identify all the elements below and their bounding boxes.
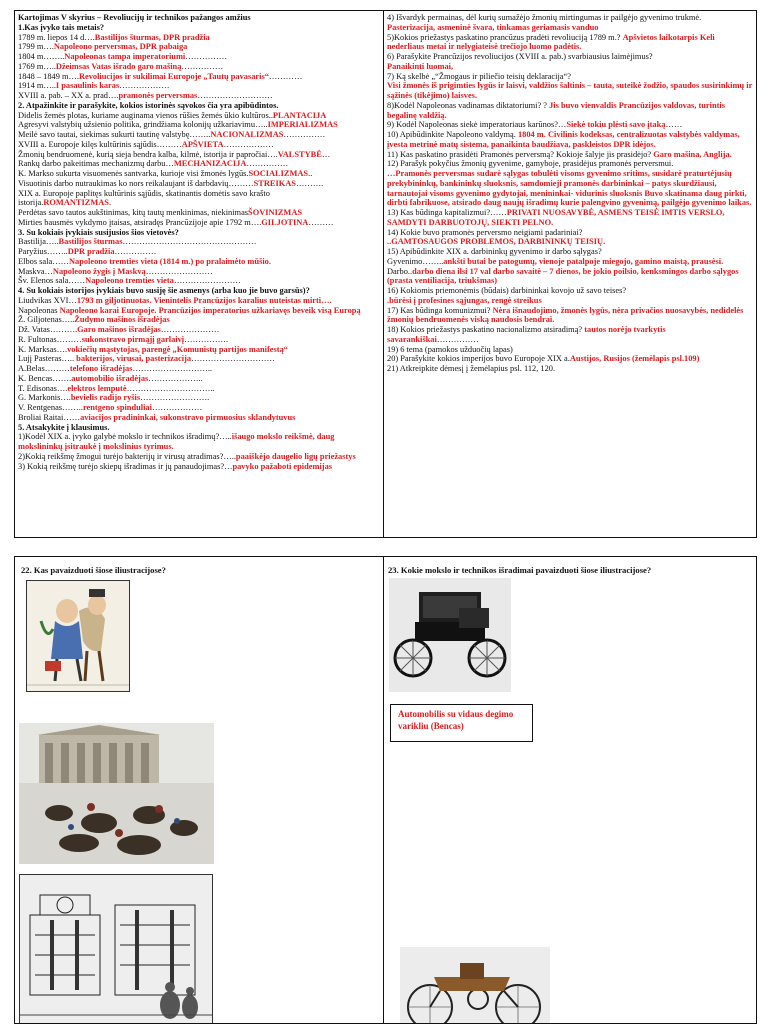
text-line <box>387 325 753 345</box>
bottom-left-panel <box>14 556 384 1024</box>
answer-text: Siekė tokiu plėsti savo įtaką <box>566 120 666 130</box>
line-text: 1799 m…. <box>18 42 54 52</box>
line-text: 4) Išvardyk permainas, dėl kurių sumažėjo žmonių mirtingumas ir pailgėjo gyvenimo trukmė. <box>387 13 702 22</box>
line-text: G. Markonis…. <box>18 393 71 403</box>
text-line <box>387 150 753 160</box>
answer-text: Napoleono žygis į Maskvą <box>52 266 146 276</box>
line-text: 4. Su kokiais istorijos įvykiais buvo susiję šie asmenys (arba kuo jie buvo garsūs)? <box>18 286 310 295</box>
dots-filler: ………. <box>295 178 324 188</box>
answer-text: aviacijos pradininkai, sukonstravo pirmuosius sklandytuvus <box>80 412 296 422</box>
dots-filler: ……………………. <box>140 393 210 403</box>
caricature-illustration <box>26 580 130 692</box>
text-line <box>18 13 380 23</box>
answer-text: ROMANTIZMAS <box>43 198 109 208</box>
text-line <box>18 23 380 33</box>
line-text: Žmonių bendruomenė, kurią sieja bendra kalba, kilmė, istorija ir papročiai…. <box>18 149 278 159</box>
answer-block: Visi žmonės iš prigimties lygūs ir laisvi, valdžios šaltinis – tauta, suteikė žodžio, spaudos susirinkimų ir sąžinės (tikėjimo) laisves. <box>387 81 753 100</box>
line-text: 2)Kokią reikšmę žmogui turėjo bakterijų ir virusų atradimas?….. <box>18 451 236 461</box>
line-text: Paryžius…….. <box>18 247 68 256</box>
answer-text: Napoleono karai Europoje. Prancūzijos imperatorius užkariavęs beveik visą Europą <box>59 305 361 315</box>
line-text: XVIII a. pab. – XX a. prad…. <box>18 91 119 100</box>
text-line <box>18 257 380 267</box>
text-line <box>18 315 380 325</box>
dots-filler: …………… <box>283 130 326 139</box>
line-text: Liudvikas XVI… <box>18 295 77 305</box>
line-text: 5. Atsakykite į klausimus. <box>18 422 110 432</box>
line-text: 8)Kodėl Napoleonas vadinamas diktatoriumi? ? <box>387 100 550 110</box>
line-text: 10) Apibūdinkite Napoleono valdymą. <box>387 130 518 139</box>
answer-text: NACIONALIZMAS <box>210 130 284 139</box>
answer-text: APŠVIETA <box>181 139 224 149</box>
answer-text: telefono išradėjas <box>69 364 133 373</box>
dots-filler: ……………… <box>151 403 203 412</box>
dots-filler: ………………………………………… <box>122 237 257 247</box>
line-text: 1914 m….. <box>18 81 56 91</box>
line-text: A.Belas……… <box>18 364 70 373</box>
text-line <box>387 267 753 287</box>
answer-text: automobilio išradėjas <box>71 373 149 383</box>
review-questions-part2 <box>384 11 756 537</box>
line-text: 21) Atkreipkite dėmesį į žemėlapius psl. 112, 120. <box>387 364 556 373</box>
text-line <box>18 345 380 355</box>
line-text: XVIII a. Europoje kilęs kultūrinis sąjūdis……… <box>18 139 182 149</box>
line-text: Napoleonas <box>18 305 60 315</box>
line-text: 1769 m….. <box>18 61 56 71</box>
line-text: Lujį Pasteras….. <box>18 354 77 364</box>
line-text: 9) Kodėl Napoleonas siekė imperatoriaus karūnos?… <box>387 120 567 130</box>
line-text: 3. Su kokiais įvykiais susijusios šios vietovės? <box>18 227 179 237</box>
line-text: Maskva… <box>18 266 53 276</box>
text-line <box>18 218 380 228</box>
text-line <box>387 208 753 228</box>
line-text: Didelis žemės plotas, kuriame auginama vienos rūšies žemės ūkio kultūros.. <box>18 110 273 120</box>
dots-filler: …………… <box>436 334 479 344</box>
napoleon-retreat-illustration <box>19 723 214 864</box>
line-text: 1)Kodėl XIX a. įvyko galybė mokslo ir technikos išradimų?….. <box>18 432 232 442</box>
answer-text: 1793 m giljotinuotas. Vienintelis Prancūzijos karalius nuteistas mirti…. <box>76 295 332 305</box>
answer-text: Žudymo mašinos išradėjas <box>74 315 170 325</box>
text-line <box>18 306 380 316</box>
answer-text: Revoliucijos ir sukilimai Europoje „Tautų pavasaris“ <box>78 71 269 81</box>
dots-filler: .. <box>308 169 313 178</box>
line-text: Perdėtas savo tautos aukštinimas, kitų tautų menkinimas, niekinimas <box>18 208 249 217</box>
text-line <box>18 413 380 423</box>
answer-text: IMPERIALIZMAS <box>267 120 338 130</box>
answer-text: ankšti butai be patogumų, vienoje patalpoje miegojo, gamino maistą, prausėsi. <box>443 256 724 266</box>
text-line <box>387 101 753 121</box>
dots-filler: ……………………… <box>197 91 273 100</box>
text-line <box>18 384 380 394</box>
text-line <box>387 247 753 257</box>
answer-text: paaiškėjo daugelio ligų priežastys <box>235 451 356 461</box>
answer-text: Napoleono tremties vieta <box>85 276 174 286</box>
answer-text: PLANTACIJA <box>272 110 327 120</box>
text-line <box>18 91 380 101</box>
top-left-panel <box>14 10 384 538</box>
dots-filler: ………………………….. <box>126 383 215 393</box>
line-text: 6) Parašykite Prancūzijos revoliucijos (XVIII a. pab.) svarbiausius laimėjimus? <box>387 52 653 61</box>
answer-text: MECHANIZACIJA <box>173 159 247 169</box>
text-line <box>387 13 753 23</box>
answer-text: rentgeno spinduliai <box>82 403 152 412</box>
answer-text: I pasaulinis karas <box>55 81 120 91</box>
answer-text: Napoleonas tampa imperatoriumi <box>64 52 186 61</box>
answer-text: pramonės perversmas <box>118 91 198 100</box>
text-line <box>18 403 380 413</box>
text-line <box>387 257 753 267</box>
factory-machines-illustration <box>19 874 213 1024</box>
text-line <box>387 228 753 238</box>
line-text: 12) Parašyk pokyčius žmonių gyvenime, gamyboje, prasidėjus pramonės perversmui. <box>387 159 674 169</box>
answer-block: Panaikinti luomai, <box>387 61 454 71</box>
answer-text: 1804 m. Civilinis kodeksas, centralizuotas valstybės valdymas, įvesta metrinė matų sistema, panaikinta baudžiava, paskleistos DPR idėjos. <box>387 130 740 149</box>
question-23-title: 23. Kokie mokslo ir technikos išradimai pavaizduoti šiose iliustracijose? <box>388 565 652 575</box>
line-text: 1.Kas įvyko tais metais? <box>18 22 105 32</box>
text-line <box>18 228 380 238</box>
line-text: Elbos sala…… <box>18 256 69 266</box>
text-line <box>18 159 380 169</box>
text-line <box>18 101 380 111</box>
dots-filler: … <box>321 149 331 159</box>
text-line <box>18 452 380 462</box>
text-line <box>18 267 380 277</box>
dots-filler: ………………… <box>160 325 220 334</box>
text-line <box>18 393 380 403</box>
answer-text: išaugo mokslo reikšmė, daug mokslininkų įsitraukė į mokslinius tyrimus. <box>18 432 335 451</box>
question-22-title: 22. Kas pavaizduoti šiose iliustracijose? <box>21 565 166 575</box>
answer-text: Garo mašinos išradėjas <box>77 325 161 334</box>
text-line <box>18 286 380 296</box>
line-text: istorija. <box>18 198 44 208</box>
line-text: Gyvenimo…….. <box>387 256 444 266</box>
line-text: 1848 – 1849 m…. <box>18 71 79 81</box>
answer-text: Garo mašina, Anglija. <box>653 149 732 159</box>
text-line <box>18 296 380 306</box>
text-line <box>18 237 380 247</box>
bottom-right-panel <box>383 556 757 1024</box>
line-text: 1804 m…….. <box>18 52 65 61</box>
line-text: Rankų darbo pakeitimas mechanizmų darbu… <box>18 159 174 169</box>
answer-text: vokiečių mąstytojas, parengė „Komunistų partijos manifestą“ <box>67 344 288 354</box>
dots-filler: …………… <box>185 52 228 61</box>
line-text: Dž. Vatas………. <box>18 325 78 334</box>
answer-text: Bastilijos šturmas, DPR pradžia <box>94 32 210 42</box>
answer-text: GILJOTINA <box>261 217 309 227</box>
text-line <box>18 150 380 160</box>
answer-text: DPR pradžia <box>67 247 115 256</box>
answer-text: SOCIALIZMAS <box>248 169 309 178</box>
answer-text: Nėra išnaudojimo, žmonės lygūs, nėra privačios nuosavybės, nedidelės žmonių bendruomenės viską naudosis bendrai. <box>387 305 744 325</box>
answer-text: tautos norėjo tvarkytis savarankiškai <box>387 325 666 344</box>
text-line <box>18 52 380 62</box>
line-text: 13) Kas būdinga kapitalizmui?…… <box>387 208 507 217</box>
text-line <box>18 364 380 374</box>
answer-block: .būrėsi į profesines sąjungas, rengė streikus <box>387 295 542 305</box>
answer-text: PRIVATI NUOSAVYBĖ, ASMENS TEISĖ IMTIS VERSLO, SAMDYTI DARBUOTOJŲ, SIEKTI PELNO. <box>387 208 725 227</box>
text-line <box>387 286 753 296</box>
line-text: Darbo.. <box>387 266 413 276</box>
dots-filler: ………………………… <box>191 354 275 364</box>
line-text: 1789 m. liepos 14 d…. <box>18 32 95 42</box>
line-text: Broliai Raitai…… <box>18 412 81 422</box>
line-text: T. Edisonas…. <box>18 383 68 393</box>
text-line <box>387 120 753 130</box>
text-line <box>387 72 753 82</box>
line-text: 15) Apibūdinkite XIX a. darbininkų gyvenimo ir darbo sąlygas? <box>387 247 602 256</box>
line-text: V. Rentgenas…….. <box>18 403 83 412</box>
top-right-panel <box>383 10 757 538</box>
line-text: Šv. Elenos sala…… <box>18 276 86 286</box>
line-text: K. Bencas……. <box>18 373 72 383</box>
text-line <box>18 81 380 91</box>
text-line <box>18 354 380 364</box>
text-line <box>18 462 380 472</box>
dots-filler: ……………… <box>119 81 170 91</box>
answer-text: pavyko pažaboti epidemijas <box>232 461 333 471</box>
answer-block: …Pramonės perversmas sudarė sąlygas tobulėti visoms gyvenimo sritims, susidarė praturtėjusių prekybininkų, bankininkų sluoksnis, samdomieji pramonės darbininkai – patys skurdžiausi, tarnautojai visoms gyvenimo gydytojai, menininkai- vidurinis sluoksnis Buvo skatinama daug pirkti, dirbti fabrikuose, atsirado daug naujų išradimų kurie palengvino gyvenimą, pailgėjo gyvenimo laikas. <box>387 169 752 208</box>
text-line <box>387 364 753 374</box>
text-line <box>387 159 753 169</box>
answer-text: Napoleono perversmas, DPR pabaiga <box>53 42 188 52</box>
line-text: 20) Parašykite kokios imperijos buvo Europoje XIX a. <box>387 354 570 364</box>
line-text: 2. Atpažinkite ir parašykite, kokios istorinės sąvokos čia yra apibūdintos. <box>18 100 279 110</box>
line-text: R. Fultonas……… <box>18 334 82 344</box>
dots-filler: …………… <box>114 247 157 256</box>
dots-filler: ……… <box>308 217 334 227</box>
line-text: Visuotinis darbo nutraukimas ko nors reikalaujant iš darbdavių……… <box>18 178 254 188</box>
line-text: 14) Kokie buvo pramonės perversmo neigiami padariniai? <box>387 227 583 237</box>
dots-filler: ……………… <box>223 139 274 149</box>
answer-text: Džeimsas Vatas išrado garo mašiną <box>55 61 182 71</box>
text-line <box>18 169 380 179</box>
text-line <box>18 62 380 72</box>
line-text: 18) Kokios priežastys paskatino nacionalizmo atsiradimą? <box>387 325 585 334</box>
dots-filler: …………… <box>246 159 289 169</box>
line-text: Kartojimas V skyrius – Revoliucijų ir technikos pažangos amžius <box>18 13 251 22</box>
text-line <box>18 42 380 52</box>
text-line <box>18 247 380 257</box>
text-line <box>18 335 380 345</box>
line-text: 11) Kas paskatino prasidėti Pramonės perversmą? Kokioje šalyje jis prasidėjo? <box>387 149 654 159</box>
dots-filler: ……………. <box>184 334 229 344</box>
text-line <box>387 33 753 53</box>
text-line <box>387 52 753 62</box>
text-line <box>18 179 380 189</box>
dots-filler: ……………………….. <box>132 364 213 373</box>
answer-text: bevielis radijo ryšis <box>70 393 141 403</box>
answer-text: VALSTYBĖ <box>277 149 322 159</box>
text-line <box>18 423 380 433</box>
answer-text: STREIKAS <box>253 178 296 188</box>
text-line <box>18 198 380 208</box>
text-line <box>18 140 380 150</box>
line-text: Agresyvi valstybių užsienio politika, grindžiama kolonijų užkariavimu….. <box>18 120 268 130</box>
line-text: XIX a. Europoje paplitęs kultūrinis sąjūdis, skatinantis domėtis savo krašto <box>18 188 270 198</box>
text-line <box>18 130 380 140</box>
line-text: 16) Kokiomis priemonėmis (būdais) darbininkai kovojo už savo teises? <box>387 286 627 295</box>
text-line <box>18 189 380 199</box>
text-line <box>18 111 380 121</box>
line-text: 19) 6 tema (pamokos užduočių lapas) <box>387 344 513 354</box>
benz-motorwagen-illustration <box>400 947 550 1024</box>
answer-text: darbo diena ilsi 17 val darbo savaitė – 7 dienos, be jokio poilsio, kenksmingos darbo sąlygos (prasta ventiliacija, triukšmas) <box>387 266 739 286</box>
answer-text: bakterijos, virusai, pasterizacija <box>76 354 192 364</box>
text-line <box>387 354 753 364</box>
text-line <box>387 130 753 150</box>
line-text: Mirties bausmės vykdymo įtaisas, atsiradęs Prancūzijoje apie 1792 m…. <box>18 217 262 227</box>
line-text: K. Markso sukurta visuomenės santvarka, kurioje visi žmonės lygūs. <box>18 169 249 178</box>
text-line <box>18 72 380 82</box>
answer-text: Austijos, Rusijos (žemėlapis psl.109) <box>569 354 700 364</box>
dots-filler: …………………… <box>173 276 241 286</box>
question-23-answer-box: Automobilis su vidaus degimo varikliu (Bencas) <box>390 704 533 742</box>
answer-block: ..GAMTOSAUGOS PROBLEMOS, DARBININKŲ TEISIŲ. <box>387 237 606 247</box>
line-text: 7) Ką skelbė „“Žmogaus ir piliečio teisių deklaracija“? <box>387 71 571 81</box>
answer-text: elektros lemputė <box>67 383 127 393</box>
text-line <box>18 120 380 130</box>
line-text: 3) Kokią reikšmę turėjo skiepų išradimas ir jų panaudojimas?… <box>18 461 233 471</box>
answer-text: Apšvietos laikotarpis Keli nederliaus metai ir nelygiateisė trečiojo luomo padėtis. <box>387 32 715 52</box>
early-car-illustration <box>389 578 511 692</box>
line-text: Meilė savo tautai, siekimas sukurti tautinę valstybę…….. <box>18 130 211 139</box>
text-line <box>18 33 380 43</box>
answer-text: Jis buvo vienvaldis Prancūzijos valdovas, turintis begalinę valdžią. <box>387 100 726 120</box>
line-text: 17) Kas būdinga komunizmui? <box>387 305 493 315</box>
dots-filler: …………… <box>181 61 224 71</box>
dots-filler: ………… <box>268 71 303 81</box>
line-text: K. Marksas…. <box>18 344 68 354</box>
answer-text: Bastilijos šturmas <box>58 237 123 247</box>
line-text: Ž. Giljotenas….. <box>18 315 75 325</box>
text-line <box>18 432 380 452</box>
answer-text: ŠOVINIZMAS <box>248 208 303 217</box>
text-line <box>18 276 380 286</box>
answer-block: Pasterizacija, asmeninė švara, tinkamas geriamasis vanduo <box>387 22 599 32</box>
dots-filler: …… <box>665 120 683 130</box>
dots-filler: ……………….. <box>148 373 203 383</box>
answer-text: Napoleono tremties vieta (1814 m.) po pralaimėto mūšio. <box>68 256 271 266</box>
review-questions-part1 <box>15 11 383 537</box>
text-line <box>18 374 380 384</box>
text-line <box>387 306 753 326</box>
line-text: Bastilija….. <box>18 237 59 247</box>
text-line <box>18 325 380 335</box>
text-line <box>387 345 753 355</box>
dots-filler: …………………… <box>145 266 213 276</box>
dots-filler: . <box>108 198 112 208</box>
line-text: 5)Kokios priežastys paskatino prancūzus pradėti revoliuciją 1789 m.? <box>387 32 623 42</box>
answer-text: sukonstravo pirmąjį garlaivį <box>81 334 185 344</box>
text-line <box>18 208 380 218</box>
